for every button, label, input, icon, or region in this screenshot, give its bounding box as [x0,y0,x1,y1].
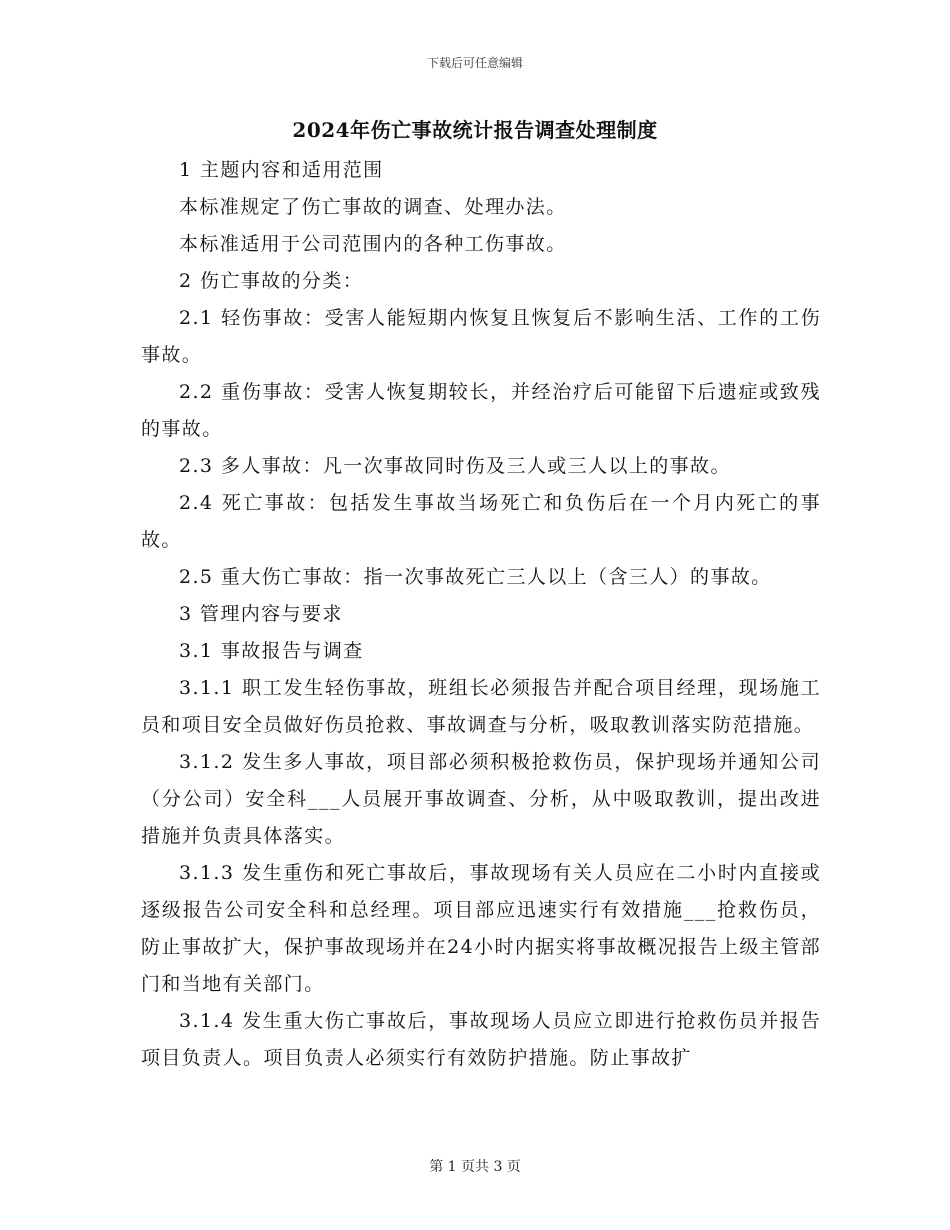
paragraph-6: 2.2 重伤事故：受害人恢复期较长，并经治疗后可能留下后遗症或致残的事故。 [141,381,821,440]
paragraph-10: 3 管理内容与要求 [179,603,343,625]
paragraph-15: 3.1.4 发生重大伤亡事故后，事故现场人员应立即进行抢救伤员并报告项目负责人。项目负责人必须实行有效防护措施。防止事故扩 [141,1010,821,1069]
paragraph-4: 2 伤亡事故的分类： [179,270,364,292]
paragraph-7: 2.3 多人事故：凡一次事故同时伤及三人或三人以上的事故。 [179,455,731,477]
paragraph-8: 2.4 死亡事故：包括发生事故当场死亡和负伤后在一个月内死亡的事故。 [141,492,821,551]
paragraph-2: 本标准规定了伤亡事故的调查、处理办法。 [179,196,567,218]
paragraph-3: 本标准适用于公司范围内的各种工伤事故。 [179,233,567,255]
page-header-note: 下载后可任意编辑 [426,56,523,70]
paragraph-14: 3.1.3 发生重伤和死亡事故后，事故现场有关人员应在二小时内直接或逐级报告公司安全科和总经理。项目部应迅速实行有效措施___抢救伤员，防止事故扩大，保护事故现场并在24小时内据实将事故概况报告上级主管部门和当地有关部门。 [141,862,821,995]
page-number: 第 1 页共 3 页 [429,1159,521,1175]
document-title: 2024年伤亡事故统计报告调查处理制度 [292,118,658,142]
paragraph-5: 2.1 轻伤事故：受害人能短期内恢复且恢复后不影响生活、工作的工伤事故。 [141,307,821,366]
paragraph-12: 3.1.1 职工发生轻伤事故，班组长必须报告并配合项目经理，现场施工员和项目安全员做好伤员抢救、事故调查与分析，吸取教训落实防范措施。 [141,677,821,736]
paragraph-9: 2.5 重大伤亡事故：指一次事故死亡三人以上（含三人）的事故。 [179,566,772,588]
paragraph-11: 3.1 事故报告与调查 [179,640,364,662]
paragraph-1: 1 主题内容和适用范围 [179,159,384,181]
document-body [141,152,821,1077]
paragraph-13: 3.1.2 发生多人事故，项目部必须积极抢救伤员，保护现场并通知公司（分公司）安全科___人员展开事故调查、分析，从中吸取教训，提出改进措施并负责具体落实。 [141,751,821,847]
